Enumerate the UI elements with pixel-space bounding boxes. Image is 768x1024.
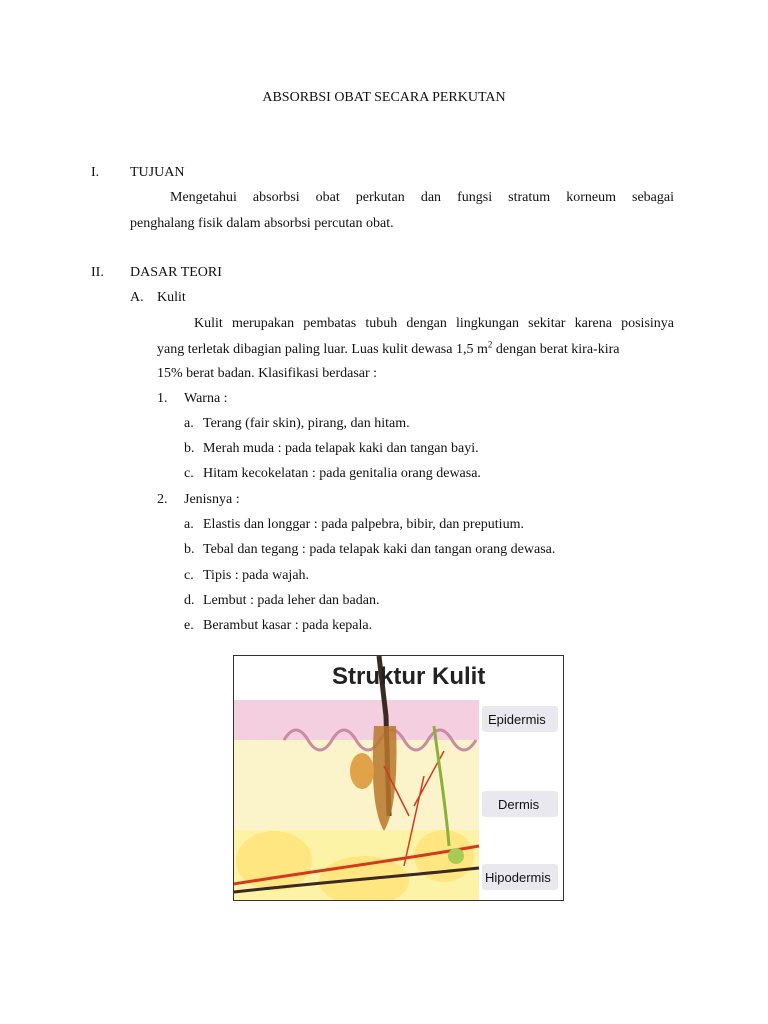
layer-label-epidermis: Epidermis [488,712,546,727]
list-item: Tebal dan tegang : pada telapak kaki dan tangan orang dewasa. [203,542,556,557]
section-2-numeral: II. [91,265,104,280]
sebaceous-gland [350,753,374,789]
skin-structure-figure [233,655,564,901]
list-item: Tipis : pada wajah. [203,568,310,583]
paragraph-line-3: 15% berat badan. Klasifikasi berdasar : [157,366,378,381]
paragraph-line-2-text: yang terletak dibagian paling luar. Luas kulit dewasa 1,5 m [157,342,488,357]
section-1-heading: TUJUAN [130,165,185,180]
paragraph-line-1: Kulit merupakan pembatas tubuh dengan lingkungan sekitar karena posisinya [194,316,674,331]
section-1-line-2: penghalang fisik dalam absorbsi percutan obat. [130,216,394,231]
list-2-label: Jenisnya : [184,492,240,507]
list-item: Berambut kasar : pada kepala. [203,618,373,633]
list-item: Hitam kecokelatan : pada genitalia orang dewasa. [203,466,481,481]
list-item-letter: c. [184,466,194,481]
list-1-label: Warna : [184,391,228,406]
layer-label-dermis: Dermis [498,797,540,812]
list-item-letter: a. [184,416,194,431]
layer-label-hipodermis: Hipodermis [485,870,551,885]
list-item-letter: b. [184,542,195,557]
list-item: Terang (fair skin), pirang, dan hitam. [203,416,410,431]
list-item-letter: b. [184,441,195,456]
section-1-line-1: Mengetahui absorbsi obat perkutan dan fungsi stratum korneum sebagai [170,190,674,205]
list-2-number: 2. [157,492,168,507]
list-item: Lembut : pada leher dan badan. [203,593,380,608]
paragraph-line-2 [157,341,674,359]
list-item: Elastis dan longgar : pada palpebra, bibir, dan preputium. [203,517,524,532]
sweat-gland [448,848,464,864]
area-superscript: 2 [487,339,493,350]
list-item-letter: d. [184,593,195,608]
figure-title: Struktur Kulit [332,663,486,690]
epidermis-band [234,700,479,740]
list-item-letter: e. [184,618,194,633]
list-item-letter: a. [184,517,194,532]
skin-structure-diagram [234,656,563,900]
document-title: ABSORBSI OBAT SECARA PERKUTAN [262,90,506,105]
list-item-letter: c. [184,568,194,583]
list-item: Merah muda : pada telapak kaki dan tangan bayi. [203,441,479,456]
subsection-a-title: Kulit [157,290,186,305]
subsection-a-letter: A. [130,290,144,305]
section-1-numeral: I. [91,165,100,180]
list-1-number: 1. [157,391,168,406]
paragraph-line-2-tail: dengan berat kira-kira [492,342,620,357]
section-2-heading: DASAR TEORI [130,265,222,280]
